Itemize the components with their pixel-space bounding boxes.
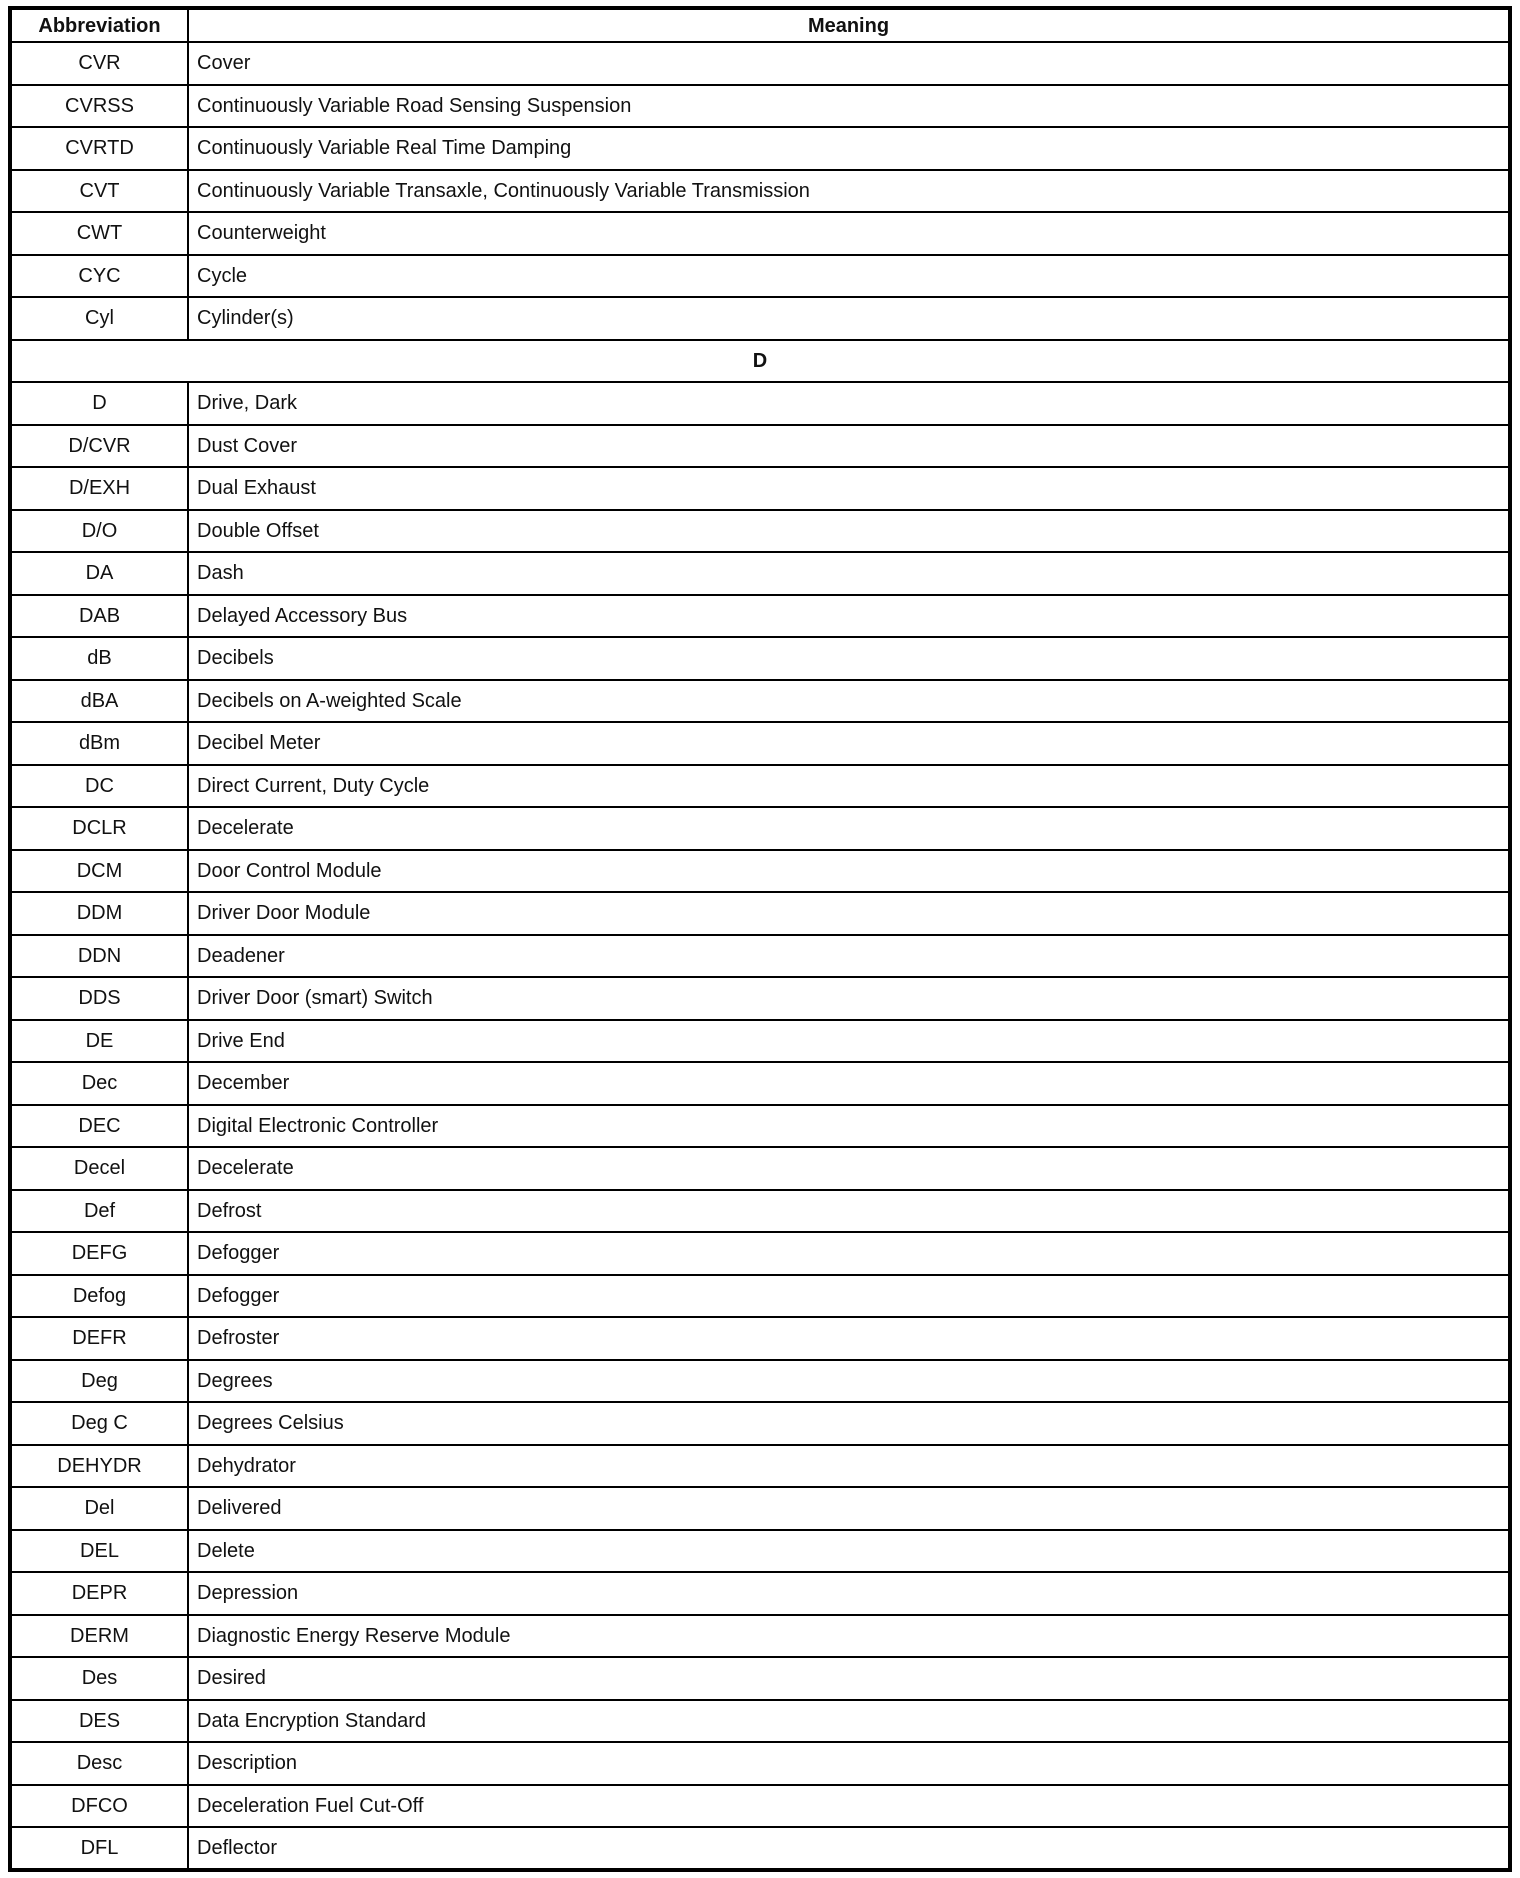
table-row: [10, 1572, 1510, 1615]
table-row: [10, 722, 1510, 765]
meaning-cell: Digital Electronic Controller: [188, 1105, 1510, 1148]
table-row: [10, 1445, 1510, 1488]
table-row: [10, 510, 1510, 553]
meaning-cell: Continuously Variable Real Time Damping: [188, 127, 1510, 170]
abbreviation-cell: DERM: [10, 1615, 188, 1658]
table-row: [10, 1232, 1510, 1275]
meaning-cell: Degrees Celsius: [188, 1402, 1510, 1445]
table-row: [10, 595, 1510, 638]
abbreviation-cell: CVT: [10, 170, 188, 213]
meaning-cell: Degrees: [188, 1360, 1510, 1403]
table-row: [10, 1742, 1510, 1785]
abbreviation-cell: DDS: [10, 977, 188, 1020]
abbreviation-cell: DCM: [10, 850, 188, 893]
abbreviation-cell: DEHYDR: [10, 1445, 188, 1488]
table-row: [10, 680, 1510, 723]
abbreviation-cell: Deg C: [10, 1402, 188, 1445]
abbreviation-cell: DEC: [10, 1105, 188, 1148]
meaning-cell: Driver Door (smart) Switch: [188, 977, 1510, 1020]
meaning-cell: Decibels on A-weighted Scale: [188, 680, 1510, 723]
table-row: [10, 170, 1510, 213]
header-meaning: Meaning: [188, 8, 1510, 42]
meaning-cell: Depression: [188, 1572, 1510, 1615]
abbreviation-cell: Des: [10, 1657, 188, 1700]
table-row: [10, 1105, 1510, 1148]
table-row: [10, 1530, 1510, 1573]
abbreviation-cell: D/CVR: [10, 425, 188, 468]
header-row: [10, 8, 1510, 42]
abbreviation-cell: DA: [10, 552, 188, 595]
abbreviation-cell: Dec: [10, 1062, 188, 1105]
meaning-cell: Delivered: [188, 1487, 1510, 1530]
table-row: [10, 1147, 1510, 1190]
meaning-cell: Continuously Variable Transaxle, Continuously Variable Transmission: [188, 170, 1510, 213]
meaning-cell: Driver Door Module: [188, 892, 1510, 935]
table-row: [10, 425, 1510, 468]
table-row: [10, 765, 1510, 808]
meaning-cell: Defroster: [188, 1317, 1510, 1360]
meaning-cell: Delete: [188, 1530, 1510, 1573]
table-row: [10, 1020, 1510, 1063]
table-row: [10, 935, 1510, 978]
table-row: [10, 1317, 1510, 1360]
table-row: [10, 1615, 1510, 1658]
table-row: [10, 1275, 1510, 1318]
table-row: [10, 85, 1510, 128]
header-abbreviation: Abbreviation: [10, 8, 188, 42]
abbreviation-table: [8, 6, 1512, 1872]
table-row: [10, 127, 1510, 170]
table-row: [10, 1402, 1510, 1445]
table-row: [10, 977, 1510, 1020]
abbreviation-cell: CVR: [10, 42, 188, 85]
abbreviation-cell: Decel: [10, 1147, 188, 1190]
meaning-cell: Decelerate: [188, 1147, 1510, 1190]
abbreviation-cell: DEPR: [10, 1572, 188, 1615]
abbreviation-cell: DEFG: [10, 1232, 188, 1275]
meaning-cell: Cover: [188, 42, 1510, 85]
abbreviation-cell: CYC: [10, 255, 188, 298]
meaning-cell: Dust Cover: [188, 425, 1510, 468]
meaning-cell: Deflector: [188, 1827, 1510, 1870]
abbreviation-cell: Del: [10, 1487, 188, 1530]
abbreviation-cell: DEL: [10, 1530, 188, 1573]
table-body: [10, 42, 1510, 1870]
abbreviation-cell: DDN: [10, 935, 188, 978]
meaning-cell: Drive, Dark: [188, 382, 1510, 425]
meaning-cell: Data Encryption Standard: [188, 1700, 1510, 1743]
abbreviation-cell: DCLR: [10, 807, 188, 850]
abbreviation-cell: DFL: [10, 1827, 188, 1870]
table-row: [10, 1190, 1510, 1233]
abbreviation-cell: CVRTD: [10, 127, 188, 170]
abbreviation-cell: DDM: [10, 892, 188, 935]
meaning-cell: Defrost: [188, 1190, 1510, 1233]
abbreviation-cell: DAB: [10, 595, 188, 638]
meaning-cell: Deceleration Fuel Cut-Off: [188, 1785, 1510, 1828]
table-row: [10, 382, 1510, 425]
abbreviation-cell: Desc: [10, 1742, 188, 1785]
table-row: [10, 1062, 1510, 1105]
table-row: [10, 552, 1510, 595]
section-row: [10, 340, 1510, 383]
abbreviation-cell: CWT: [10, 212, 188, 255]
table-row: [10, 42, 1510, 85]
abbreviation-cell: DEFR: [10, 1317, 188, 1360]
abbreviation-cell: Cyl: [10, 297, 188, 340]
abbreviation-cell: D/EXH: [10, 467, 188, 510]
meaning-cell: Dehydrator: [188, 1445, 1510, 1488]
meaning-cell: Desired: [188, 1657, 1510, 1700]
table-row: [10, 892, 1510, 935]
meaning-cell: Direct Current, Duty Cycle: [188, 765, 1510, 808]
meaning-cell: Dual Exhaust: [188, 467, 1510, 510]
table-row: [10, 1657, 1510, 1700]
meaning-cell: Delayed Accessory Bus: [188, 595, 1510, 638]
abbreviation-cell: DC: [10, 765, 188, 808]
abbreviation-cell: Deg: [10, 1360, 188, 1403]
table-row: [10, 1785, 1510, 1828]
meaning-cell: Defogger: [188, 1232, 1510, 1275]
meaning-cell: Defogger: [188, 1275, 1510, 1318]
table-row: [10, 1700, 1510, 1743]
abbreviation-cell: dB: [10, 637, 188, 680]
abbreviation-cell: Def: [10, 1190, 188, 1233]
abbreviation-cell: DE: [10, 1020, 188, 1063]
abbreviation-cell: DES: [10, 1700, 188, 1743]
section-label: D: [10, 340, 1510, 383]
abbreviation-cell: D: [10, 382, 188, 425]
table-row: [10, 255, 1510, 298]
table-row: [10, 1360, 1510, 1403]
table-row: [10, 1487, 1510, 1530]
meaning-cell: Double Offset: [188, 510, 1510, 553]
meaning-cell: Cylinder(s): [188, 297, 1510, 340]
meaning-cell: Counterweight: [188, 212, 1510, 255]
table-row: [10, 467, 1510, 510]
meaning-cell: Decibels: [188, 637, 1510, 680]
meaning-cell: Description: [188, 1742, 1510, 1785]
abbreviation-cell: dBm: [10, 722, 188, 765]
meaning-cell: Dash: [188, 552, 1510, 595]
meaning-cell: December: [188, 1062, 1510, 1105]
meaning-cell: Door Control Module: [188, 850, 1510, 893]
meaning-cell: Cycle: [188, 255, 1510, 298]
meaning-cell: Continuously Variable Road Sensing Suspension: [188, 85, 1510, 128]
table-row: [10, 807, 1510, 850]
meaning-cell: Deadener: [188, 935, 1510, 978]
table-row: [10, 297, 1510, 340]
meaning-cell: Drive End: [188, 1020, 1510, 1063]
table-row: [10, 850, 1510, 893]
abbreviation-cell: dBA: [10, 680, 188, 723]
table-row: [10, 212, 1510, 255]
meaning-cell: Decibel Meter: [188, 722, 1510, 765]
abbreviation-cell: Defog: [10, 1275, 188, 1318]
abbreviation-cell: DFCO: [10, 1785, 188, 1828]
meaning-cell: Diagnostic Energy Reserve Module: [188, 1615, 1510, 1658]
abbreviation-cell: CVRSS: [10, 85, 188, 128]
abbreviation-cell: D/O: [10, 510, 188, 553]
table-row: [10, 1827, 1510, 1870]
meaning-cell: Decelerate: [188, 807, 1510, 850]
table-row: [10, 637, 1510, 680]
